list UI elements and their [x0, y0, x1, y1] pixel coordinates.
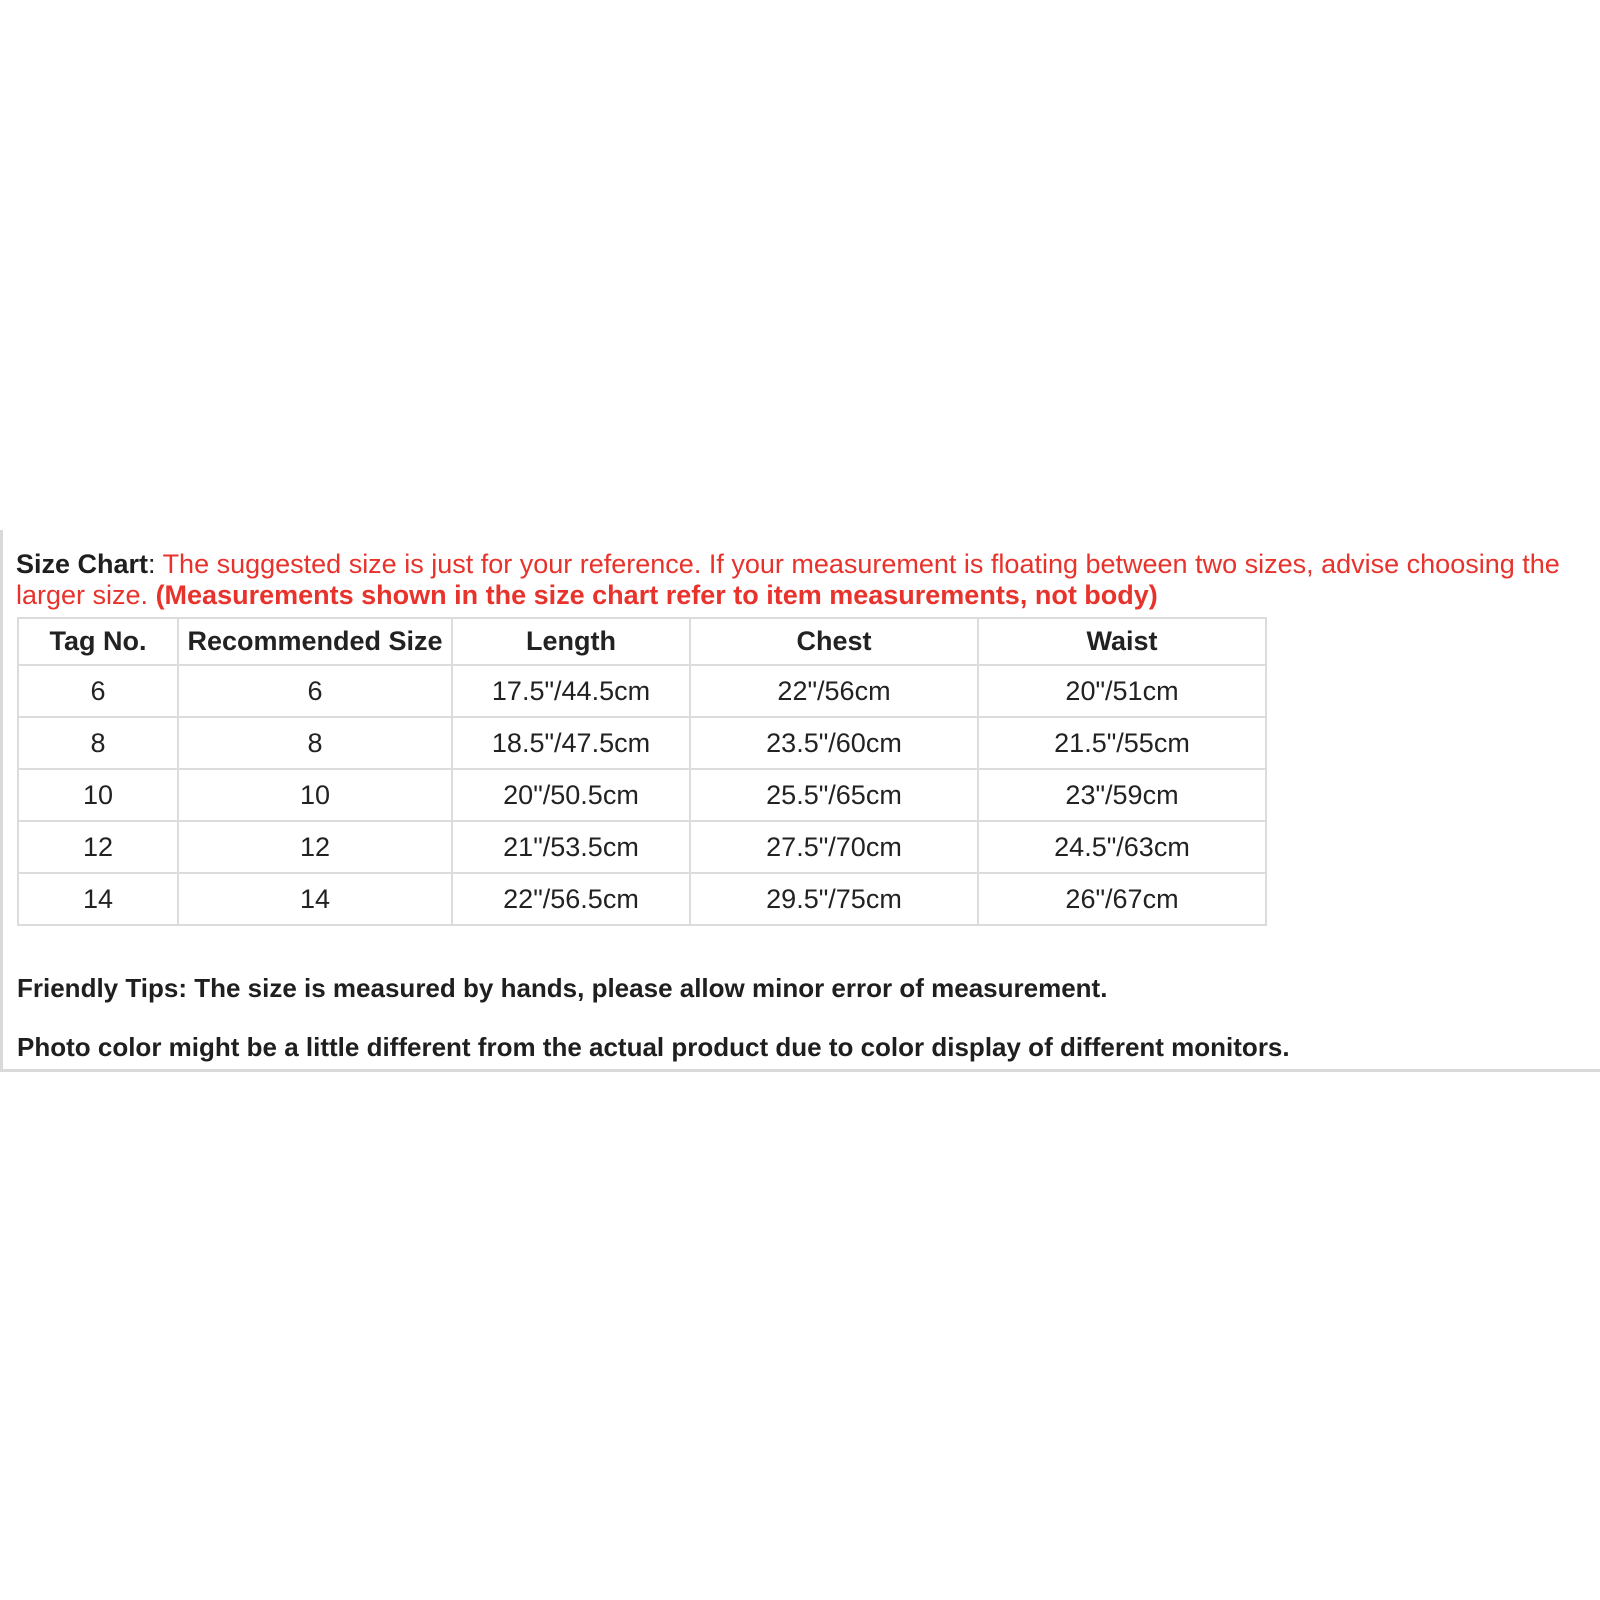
cell-tag-no: 6	[18, 665, 178, 717]
size-chart-label: Size Chart	[16, 549, 149, 579]
table-row	[18, 665, 1266, 717]
cell-length: 20"/50.5cm	[452, 769, 690, 821]
cell-length: 18.5"/47.5cm	[452, 717, 690, 769]
cell-tag-no: 10	[18, 769, 178, 821]
cell-chest: 23.5"/60cm	[690, 717, 978, 769]
table-row	[18, 717, 1266, 769]
cell-waist: 21.5"/55cm	[978, 717, 1266, 769]
header-recommended-size: Recommended Size	[178, 618, 452, 665]
cell-chest: 25.5"/65cm	[690, 769, 978, 821]
header-tag-no: Tag No.	[18, 618, 178, 665]
cell-length: 21"/53.5cm	[452, 821, 690, 873]
cell-tag-no: 14	[18, 873, 178, 925]
size-chart-colon: :	[148, 549, 163, 579]
table-row	[18, 873, 1266, 925]
table-row	[18, 769, 1266, 821]
cell-recommended-size: 6	[178, 665, 452, 717]
size-chart-description: The suggested size is just for your reference. If your measurement is floating between two sizes, advise choosing the larger size.	[16, 549, 1560, 610]
size-table-body	[18, 665, 1266, 925]
header-length: Length	[452, 618, 690, 665]
cell-waist: 20"/51cm	[978, 665, 1266, 717]
size-chart-intro	[16, 549, 1596, 611]
cell-waist: 23"/59cm	[978, 769, 1266, 821]
photo-color-note: Photo color might be a little different from the actual product due to color display of different monitors.	[17, 1032, 1290, 1062]
cell-recommended-size: 12	[178, 821, 452, 873]
measurement-note: (Measurements shown in the size chart refer to item measurements, not body)	[155, 580, 1158, 610]
cell-chest: 29.5"/75cm	[690, 873, 978, 925]
cell-waist: 24.5"/63cm	[978, 821, 1266, 873]
header-chest: Chest	[690, 618, 978, 665]
friendly-tips: Friendly Tips: The size is measured by hands, please allow minor error of measurement.	[17, 973, 1108, 1003]
table-row	[18, 821, 1266, 873]
header-waist: Waist	[978, 618, 1266, 665]
cell-chest: 27.5"/70cm	[690, 821, 978, 873]
size-table-head	[18, 618, 1266, 665]
cell-waist: 26"/67cm	[978, 873, 1266, 925]
cell-recommended-size: 8	[178, 717, 452, 769]
cell-chest: 22"/56cm	[690, 665, 978, 717]
size-chart-panel	[0, 530, 1600, 1072]
size-table	[17, 617, 1267, 926]
cell-recommended-size: 10	[178, 769, 452, 821]
cell-length: 22"/56.5cm	[452, 873, 690, 925]
cell-tag-no: 12	[18, 821, 178, 873]
cell-recommended-size: 14	[178, 873, 452, 925]
cell-tag-no: 8	[18, 717, 178, 769]
cell-length: 17.5"/44.5cm	[452, 665, 690, 717]
header-row	[18, 618, 1266, 665]
